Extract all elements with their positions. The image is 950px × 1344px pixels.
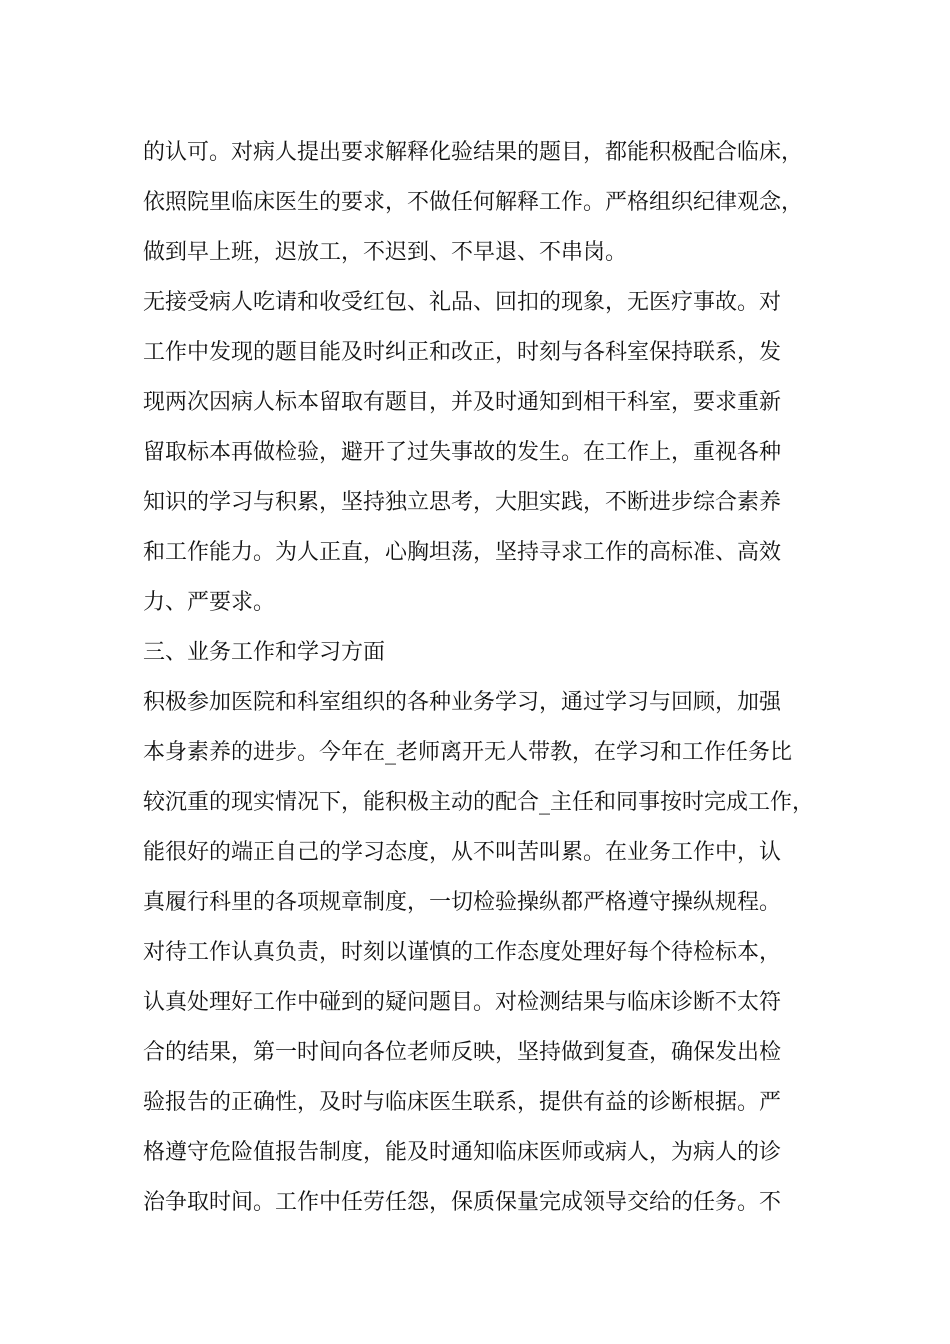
text-line: 对待工作认真负责，时刻以谨慎的工作态度处理好每个待检标本， <box>143 940 782 965</box>
text-line: 留取标本再做检验，避开了过失事故的发生。在工作上，重视各种 <box>143 440 782 465</box>
text-line: 依照院里临床医生的要求，不做任何解释工作。严格组织纪律观念， <box>143 190 804 215</box>
text-line: 治争取时间。工作中任劳任怨，保质保量完成领导交给的任务。不 <box>143 1190 782 1215</box>
text-line: 认真处理好工作中碰到的疑问题目。对检测结果与临床诊断不太符 <box>143 990 782 1015</box>
text-line: 力、严要求。 <box>143 590 276 615</box>
text-line: 验报告的正确性，及时与临床医生联系，提供有益的诊断根据。严 <box>143 1090 782 1115</box>
text-line: 真履行科里的各项规章制度，一切检验操纵都严格遵守操纵规程。 <box>143 890 782 915</box>
text-line: 知识的学习与积累，坚持独立思考，大胆实践，不断进步综合素养 <box>143 490 782 515</box>
text-line: 合的结果，第一时间向各位老师反映，坚持做到复查，确保发出检 <box>143 1040 782 1065</box>
text-line: 和工作能力。为人正直，心胸坦荡，坚持寻求工作的高标准、高效 <box>143 540 782 565</box>
section-heading: 三、业务工作和学习方面 <box>143 640 386 665</box>
document-body <box>143 128 843 1228</box>
text-line: 能很好的端正自己的学习态度，从不叫苦叫累。在业务工作中，认 <box>143 840 782 865</box>
text-line: 格遵守危险值报告制度，能及时通知临床医师或病人，为病人的诊 <box>143 1140 782 1165</box>
text-line: 较沉重的现实情况下，能积极主动的配合_主任和同事按时完成工作， <box>143 790 815 815</box>
text-line: 本身素养的进步。今年在_老师离开无人带教，在学习和工作任务比 <box>143 740 793 765</box>
text-line: 做到早上班，迟放工，不迟到、不早退、不串岗。 <box>143 240 628 265</box>
text-line: 无接受病人吃请和收受红包、礼品、回扣的现象，无医疗事故。对 <box>143 290 782 315</box>
text-line: 工作中发现的题目能及时纠正和改正，时刻与各科室保持联系，发 <box>143 340 782 365</box>
text-line: 的认可。对病人提出要求解释化验结果的题目，都能积极配合临床， <box>143 140 804 165</box>
text-line: 积极参加医院和科室组织的各种业务学习，通过学习与回顾，加强 <box>143 690 782 715</box>
text-line: 现两次因病人标本留取有题目，并及时通知到相干科室，要求重新 <box>143 390 782 415</box>
